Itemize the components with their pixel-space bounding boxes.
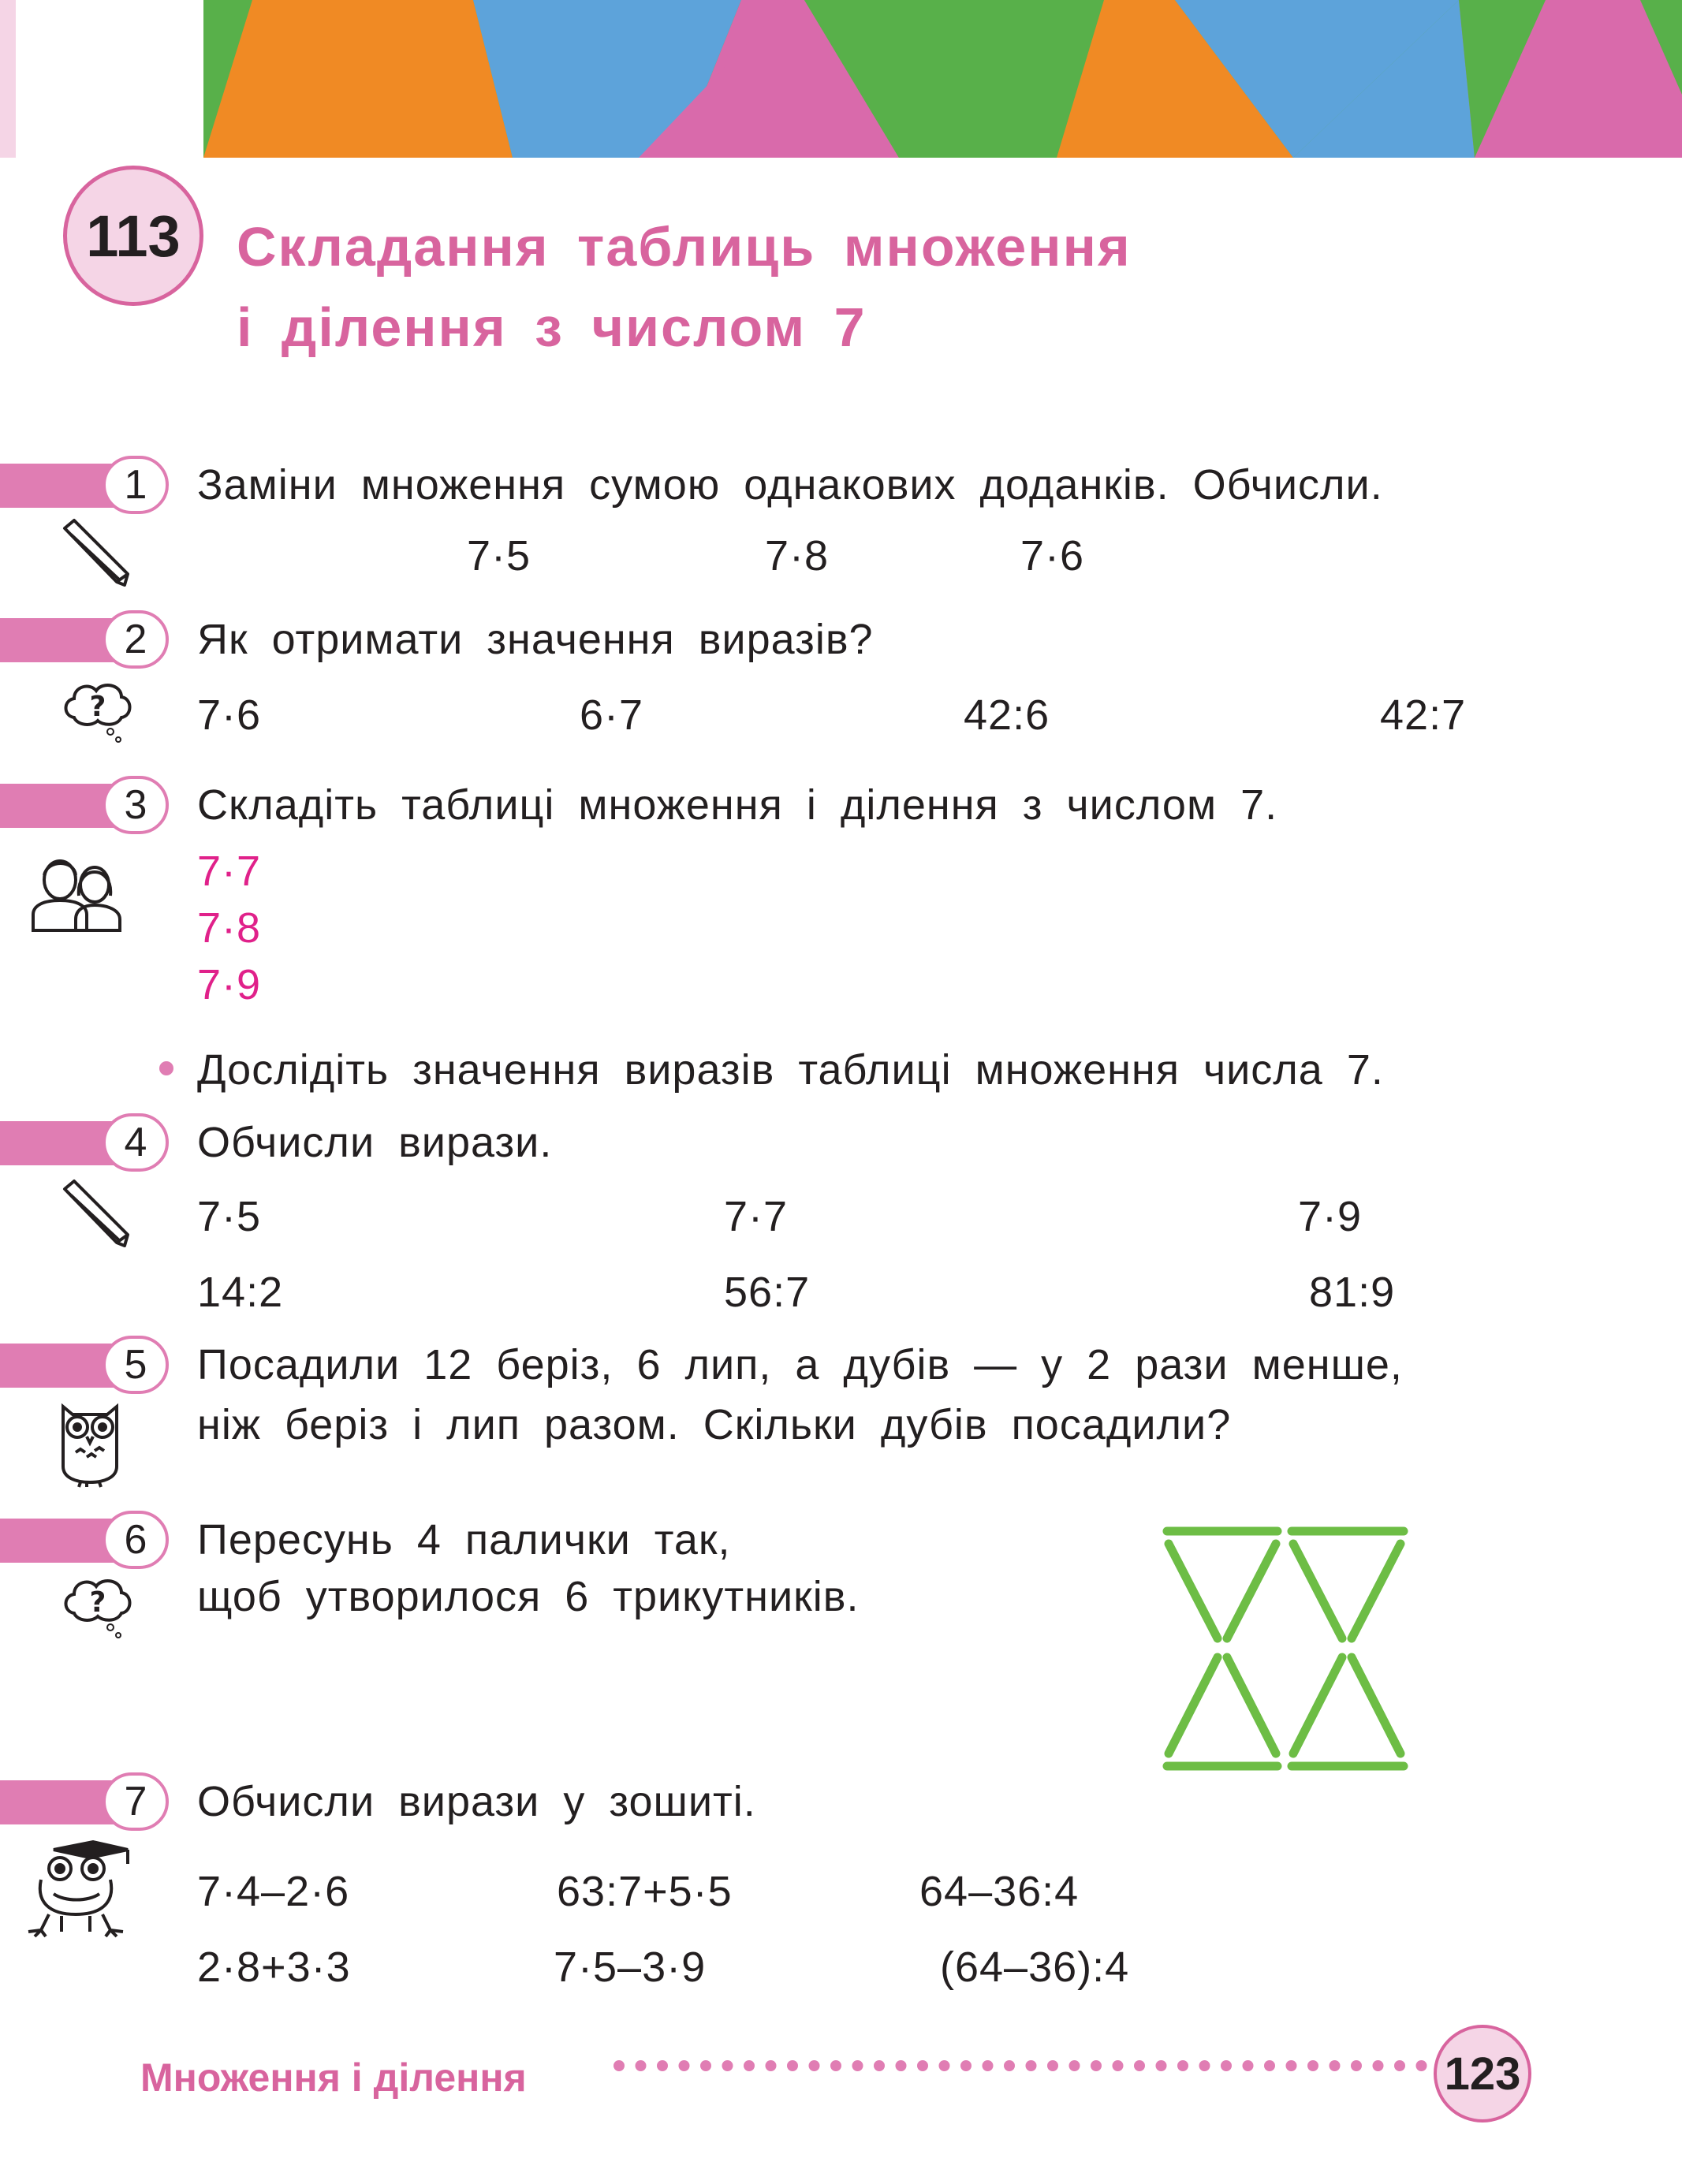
task-4-expr-4: 14:2 [197, 1269, 284, 1316]
task-2-expr-2: 6·7 [580, 691, 644, 739]
svg-text:?: ? [89, 691, 106, 723]
task-2-expr-1: 7·6 [197, 691, 262, 739]
task-7-text: Обчисли вирази у зошиті. [197, 1778, 756, 1825]
task-1-expr-2: 7·8 [765, 532, 830, 580]
task-7-expr-6: (64–36):4 [940, 1944, 1130, 1991]
task-4-expr-5: 56:7 [724, 1269, 811, 1316]
task-3-expr-1: 7·7 [197, 848, 262, 895]
task-6-number: 6 [103, 1511, 169, 1569]
task-3-number: 3 [103, 776, 169, 834]
task-2-expr-3: 42:6 [964, 691, 1050, 739]
task-3-expr-3: 7·9 [197, 961, 262, 1008]
lesson-title-line1: Складання таблиць множення [237, 216, 1132, 278]
task-2-number: 2 [103, 610, 169, 669]
task-4-expr-6: 81:9 [1309, 1269, 1396, 1316]
task-7-expr-4: 2·8+3·3 [197, 1944, 351, 1991]
task-1-text: Заміни множення сумою однакових доданків. Обчисли. [197, 461, 1383, 509]
task-6-text-line1: Пересунь 4 палички так, [197, 1516, 731, 1563]
task-3-expr-2: 7·8 [197, 904, 262, 952]
task-7-expr-2: 63:7+5·5 [557, 1868, 733, 1915]
matchstick-figure [1159, 1522, 1412, 1776]
task-4-expr-2: 7·7 [724, 1193, 789, 1240]
lesson-title-line2: і ділення з числом 7 [237, 296, 867, 358]
task-3-bullet: Дослідіть значення виразів таблиці множення числа 7. [197, 1046, 1384, 1094]
footer-section-title: Множення і ділення [140, 2055, 527, 2100]
pair-work-icon [28, 848, 126, 934]
task-7-expr-1: 7·4–2·6 [197, 1868, 350, 1915]
task-2-text: Як отримати значення виразів? [197, 616, 874, 663]
top-banner [0, 0, 1682, 158]
task-5-text-line2: ніж беріз і лип разом. Скільки дубів посадили? [197, 1401, 1232, 1448]
task-5-number: 5 [103, 1336, 169, 1394]
pencil-icon [57, 1178, 136, 1249]
footer-dotted-leader [611, 2054, 1431, 2078]
task-6-text-line2: щоб утворилося 6 трикутників. [197, 1573, 860, 1620]
task-4-expr-1: 7·5 [197, 1193, 262, 1240]
frog-graduate-icon [17, 1839, 136, 1940]
task-3-text: Складіть таблиці множення і ділення з числом 7. [197, 781, 1278, 829]
lesson-title [237, 207, 1498, 367]
pencil-icon [57, 517, 136, 588]
task-1-expr-1: 7·5 [467, 532, 531, 580]
lesson-number-badge: 113 [63, 166, 203, 306]
task-4-number: 4 [103, 1113, 169, 1172]
question-cloud-icon [58, 1572, 137, 1643]
task-1-expr-3: 7·6 [1020, 532, 1085, 580]
task-7-expr-5: 7·5–3·9 [554, 1944, 707, 1991]
task-2-expr-4: 42:7 [1380, 691, 1467, 739]
task-7-number: 7 [103, 1772, 169, 1831]
task-4-text: Обчисли вирази. [197, 1119, 553, 1166]
owl-icon [52, 1396, 128, 1489]
svg-text:?: ? [89, 1586, 106, 1619]
task-7-expr-3: 64–36:4 [919, 1868, 1080, 1915]
task-4-expr-3: 7·9 [1298, 1193, 1363, 1240]
page-number-badge: 123 [1434, 2025, 1531, 2123]
task-1-number: 1 [103, 456, 169, 514]
task-5-text-line1: Посадили 12 беріз, 6 лип, а дубів — у 2 рази менше, [197, 1341, 1403, 1388]
bullet-dot [159, 1061, 173, 1075]
question-cloud-icon [58, 676, 137, 747]
